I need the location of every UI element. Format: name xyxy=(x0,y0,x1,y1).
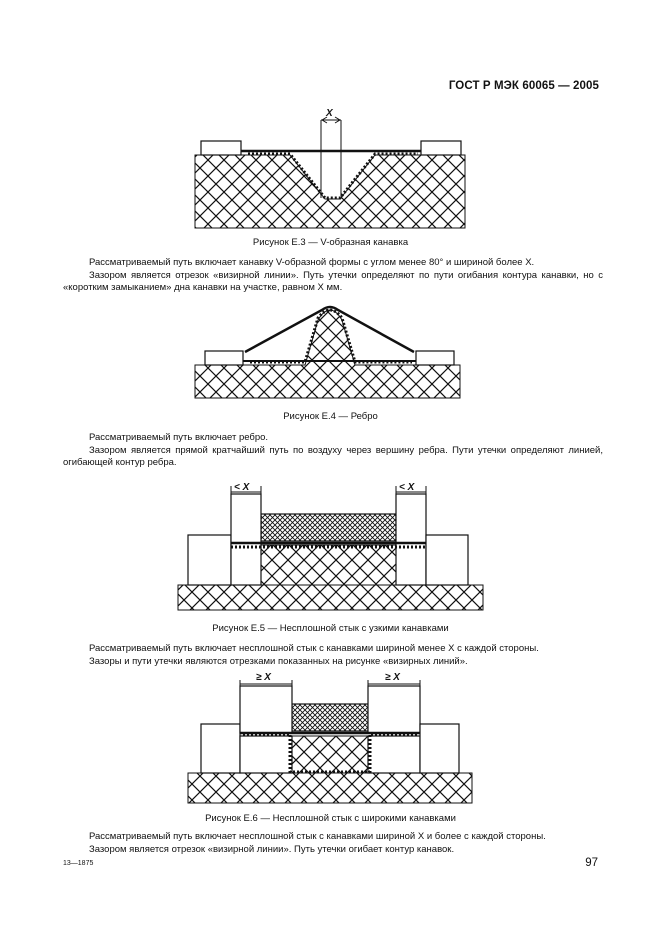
dimension-label-left: < X xyxy=(234,482,250,493)
footer-code: 13—1875 xyxy=(63,860,94,867)
figure-caption-e4: Рисунок Е.4 — Ребро xyxy=(283,411,378,422)
dimension-label-right: < X xyxy=(399,482,415,493)
paragraph: Зазором является отрезок «визирной линии». Путь утечки определяют по пути огибания контура канавки, но с «коротким замыканием» дна канавки на участке, равном X мм. xyxy=(63,269,603,293)
figure-e4 xyxy=(0,295,661,400)
paragraph: Рассматриваемый путь включает ребро. xyxy=(89,432,269,443)
figure-e3 xyxy=(0,108,661,233)
paragraph: Зазоры и пути утечки являются отрезками показанных на рисунке «визирных линий». xyxy=(89,655,468,667)
figure-e3-text xyxy=(63,257,603,295)
page-number: 97 xyxy=(585,857,598,869)
figure-caption-e3: Рисунок Е.3 — V-образная канавка xyxy=(252,237,409,248)
dimension-label-right: ≥ X xyxy=(385,672,400,683)
figure-e6 xyxy=(0,672,661,807)
figure-caption-e5: Рисунок Е.5 — Несплошной стык с узкими канавками xyxy=(212,623,449,634)
paragraph: Зазором является прямой кратчайший путь по воздуху через вершину ребра. Пути утечки определяют линией, огибающей контур ребра. xyxy=(63,444,603,468)
figure-e5-text xyxy=(63,643,603,668)
paragraph: Рассматриваемый путь включает несплошной стык с канавками шириной X и более с каждой стороны. xyxy=(89,831,546,842)
dimension-label-x: X xyxy=(326,108,333,119)
document-header: ГОСТ Р МЭК 60065 — 2005 xyxy=(448,80,599,92)
paragraph: Рассматриваемый путь включает канавку V-образной формы с углом менее 80° и шириной более X. xyxy=(89,257,535,268)
figure-e4-text xyxy=(63,432,603,470)
figure-e5 xyxy=(0,480,661,615)
paragraph: Зазором является отрезок «визирной линии». Путь утечки огибает контур канавок. xyxy=(89,843,455,855)
paragraph: Рассматриваемый путь включает несплошной стык с канавками шириной менее X с каждой стороны. xyxy=(89,643,539,654)
figure-caption-e6: Рисунок Е.6 — Несплошной стык с широкими канавками xyxy=(205,813,456,824)
dimension-label-left: ≥ X xyxy=(256,672,271,683)
figure-e6-text xyxy=(63,831,603,856)
